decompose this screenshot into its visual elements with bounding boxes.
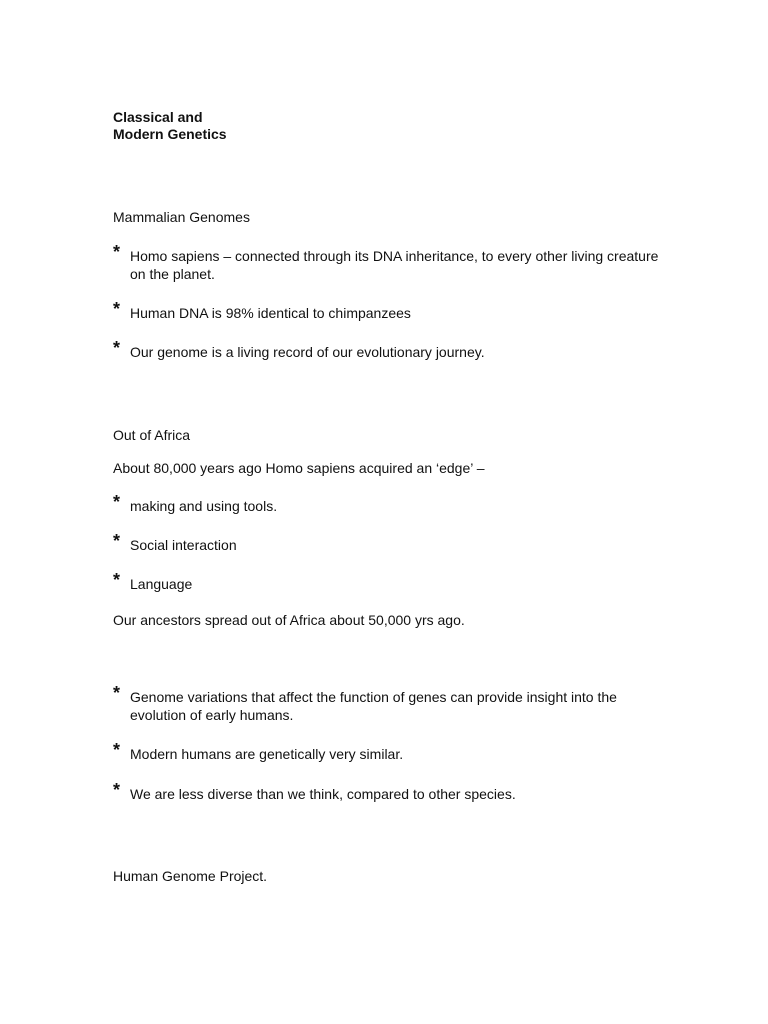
bullet-star-icon: *: [113, 492, 121, 512]
bullet-item: [113, 492, 673, 515]
bullet-item: [113, 570, 673, 593]
bullet-text: Social interaction: [130, 537, 237, 553]
bullet-star-icon: *: [113, 780, 121, 800]
bullet-star-icon: *: [113, 338, 121, 358]
bullet-item: [113, 780, 673, 803]
bullet-star-icon: *: [113, 740, 121, 760]
section-heading-human-genome-project: Human Genome Project.: [113, 868, 268, 884]
title-line-1: Classical and: [113, 109, 203, 125]
section-heading-mammalian-genomes: Mammalian Genomes: [113, 209, 250, 225]
bullet-star-icon: *: [113, 683, 121, 703]
bullet-text: We are less diverse than we think, compared to other species.: [130, 786, 516, 802]
bullet-star-icon: *: [113, 242, 121, 262]
bullet-text: Human DNA is 98% identical to chimpanzees: [130, 305, 411, 321]
bullet-star-icon: *: [113, 299, 121, 319]
bullet-item: [113, 683, 673, 724]
bullet-item: [113, 740, 673, 763]
title-line-2: Modern Genetics: [113, 126, 227, 142]
bullet-text: Homo sapiens – connected through its DNA inheritance, to every other living creature on the planet.: [130, 248, 659, 282]
document-title: [113, 109, 227, 143]
bullet-star-icon: *: [113, 531, 121, 551]
bullet-text: Genome variations that affect the function of genes can provide insight into the evolution of early humans.: [130, 689, 617, 723]
bullet-text: making and using tools.: [130, 498, 278, 514]
bullet-item: [113, 299, 673, 322]
bullet-item: [113, 531, 673, 554]
bullet-item: [113, 338, 673, 361]
paragraph-outro: Our ancestors spread out of Africa about 50,000 yrs ago.: [113, 612, 465, 628]
bullet-text: Language: [130, 576, 193, 592]
bullet-text: Our genome is a living record of our evolutionary journey.: [130, 344, 485, 360]
bullet-text: Modern humans are genetically very similar.: [130, 746, 404, 762]
section-heading-out-of-africa: Out of Africa: [113, 427, 191, 443]
bullet-star-icon: *: [113, 570, 121, 590]
paragraph-intro: About 80,000 years ago Homo sapiens acquired an ‘edge’ –: [113, 460, 485, 476]
bullet-item: [113, 242, 673, 283]
